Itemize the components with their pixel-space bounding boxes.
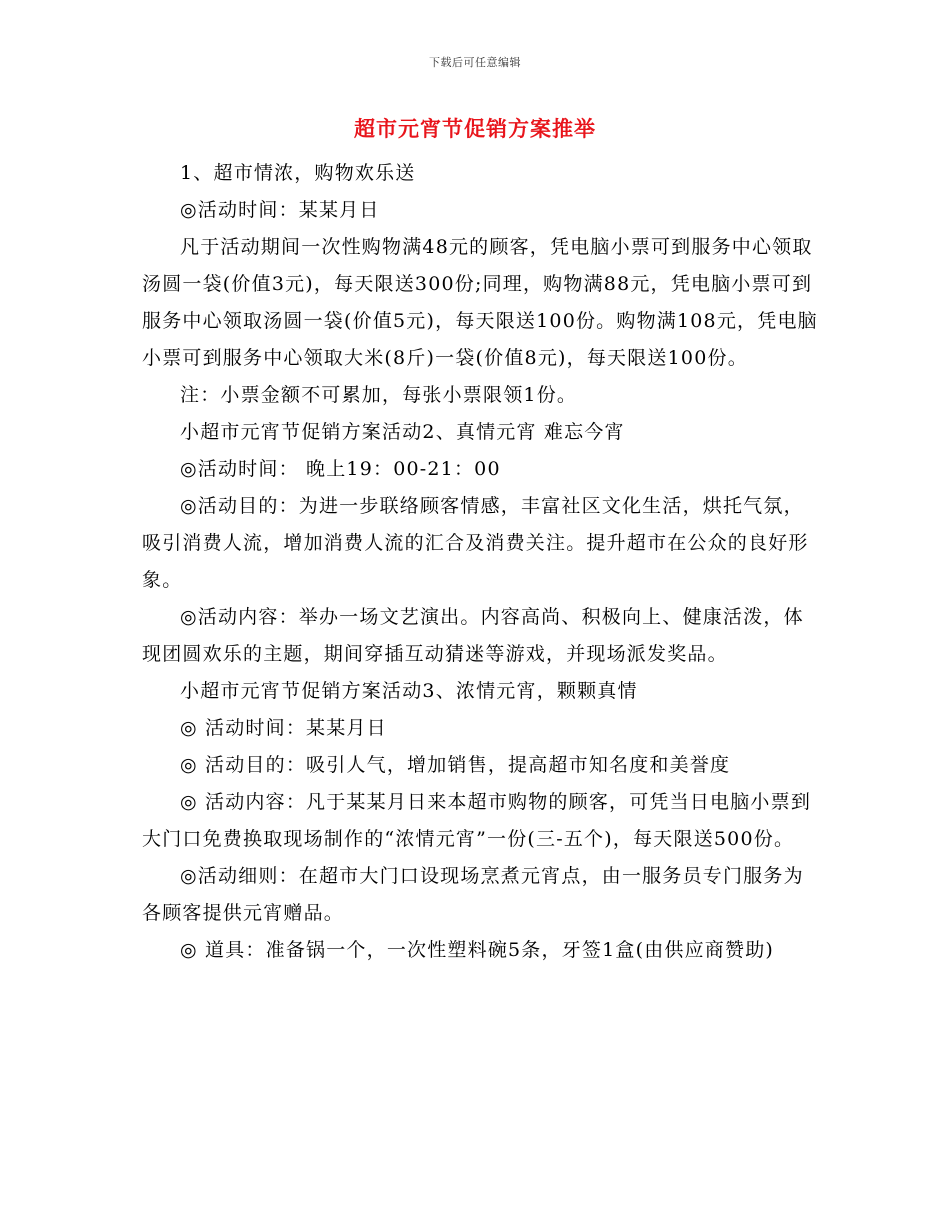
paragraph-activity-purpose-2: ◎活动目的：为进一步联络顾客情感，丰富社区文化生活，烘托气氛，吸引消费人流，增加消费人流的汇合及消费关注。提升超市在公众的良好形象。 [142,495,809,591]
paragraph-activity-time-3: ◎ 活动时间：某某月日 [180,717,387,739]
paragraph-activity-content-3: ◎ 活动内容：凡于某某月日来本超市购物的顾客，可凭当日电脑小票到大门口免费换取现场制作的“浓情元宵”一份(三-五个)，每天限送500份。 [142,791,812,850]
paragraph-note: 注：小票金额不可累加，每张小票限领1份。 [180,384,578,406]
paragraph-activity-time-1: ◎活动时间：某某月日 [180,199,380,221]
paragraph-section-2-heading: 小超市元宵节促销方案活动2、真情元宵 难忘今宵 [180,421,625,443]
document-title: 超市元宵节促销方案推举 [354,116,596,141]
paragraph-section-3-heading: 小超市元宵节促销方案活动3、浓情元宵，颗颗真情 [180,680,638,702]
paragraph-purchase-rules: 凡于活动期间一次性购物满48元的顾客，凭电脑小票可到服务中心领取汤圆一袋(价值3元)，每天限送300份;同理，购物满88元，凭电脑小票可到服务中心领取汤圆一袋(价值5元)，每天限送100份。购物满108元，凭电脑小票可到服务中心领取大米(8斤)一袋(价值8元)，每天限送100份。 [142,236,818,369]
paragraph-activity-rules: ◎活动细则：在超市大门口设现场烹煮元宵点，由一服务员专门服务为各顾客提供元宵赠品。 [142,865,804,924]
paragraph-activity-content-2: ◎活动内容：举办一场文艺演出。内容高尚、积极向上、健康活泼，体现团圆欢乐的主题，期间穿插互动猜迷等游戏，并现场派发奖品。 [142,606,804,665]
paragraph-activity-time-2: ◎活动时间： 晚上19：00-21：00 [180,458,501,480]
paragraph-props: ◎ 道具：准备锅一个，一次性塑料碗5条，牙签1盒(由供应商赞助) [180,939,775,961]
paragraph-section-1-heading: 1、超市情浓，购物欢乐送 [180,162,416,184]
document-body [142,155,822,969]
paragraph-activity-purpose-3: ◎ 活动目的：吸引人气，增加销售，提高超市知名度和美誉度 [180,754,731,776]
header-note: 下载后可任意编辑 [429,56,521,69]
